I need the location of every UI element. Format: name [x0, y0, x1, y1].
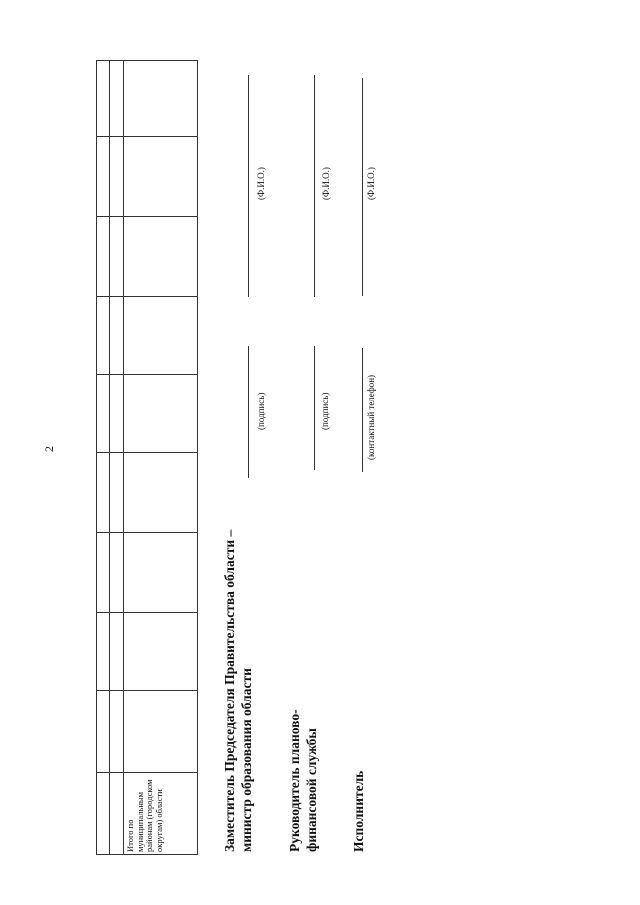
data-table [96, 60, 198, 855]
executor-name-caption: (Ф.И.О.) [366, 167, 376, 200]
signatory-2-signature-caption: (подпись) [320, 392, 330, 430]
executor-name-line [362, 78, 363, 296]
signatory-2-name-caption: (Ф.И.О.) [321, 167, 331, 200]
total-row-label: Итого по муниципальным районам (городском округам) области [125, 779, 164, 852]
executor-phone-line [362, 348, 363, 472]
executor-phone-caption: (контактный телефон) [366, 374, 376, 460]
page-number: 2 [42, 446, 56, 452]
signatory-2-title: Руководитель планово- финансовой службы [287, 709, 319, 852]
executor-title: Исполнитель [351, 770, 366, 852]
signatory-1-name-caption: (Ф.И.О.) [256, 167, 266, 200]
signatory-1-signature-line [248, 346, 249, 478]
signatory-2-name-line [314, 75, 315, 297]
signatory-1-signature-caption: (подпись) [256, 392, 266, 430]
signatory-1-name-line [248, 75, 249, 297]
signatory-1-title: Заместитель Председателя Правительства области – министр образования области [222, 529, 254, 852]
signatory-2-signature-line [314, 346, 315, 470]
